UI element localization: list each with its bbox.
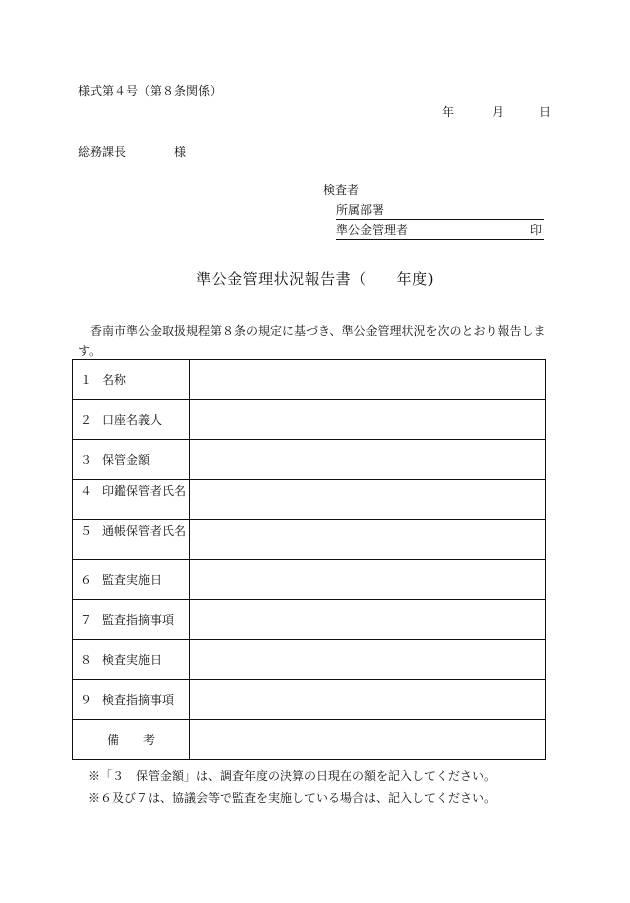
remarks-value-cell[interactable]	[190, 720, 546, 760]
report-table	[72, 359, 546, 760]
table-row	[73, 600, 546, 640]
table-row	[73, 360, 546, 400]
table-row	[73, 400, 546, 440]
table-row	[73, 520, 546, 560]
addressee-line	[78, 143, 186, 160]
row-value-cell[interactable]	[190, 600, 546, 640]
honorific: 様	[174, 145, 187, 159]
manager-label: 準公金管理者	[336, 223, 409, 237]
row-value-cell[interactable]	[190, 480, 546, 520]
row-number: ７	[80, 612, 93, 627]
department-label: 所属部署	[336, 203, 385, 217]
remarks-label: 備 考	[73, 720, 190, 760]
row-label	[73, 680, 190, 720]
note-2: ※６及び７は、協議会等で監査を実施している場合は、記入してください。	[88, 791, 497, 805]
table-row	[73, 680, 546, 720]
body-text: 香南市準公金取扱規程第８条の規定に基づき、準公金管理状況を次のとおり報告します。	[78, 324, 546, 358]
addressee: 総務課長	[78, 145, 127, 159]
seal-mark: 印	[529, 223, 542, 237]
row-value-cell[interactable]	[190, 440, 546, 480]
row-label	[73, 520, 190, 560]
row-label-text: 保管金額	[102, 452, 151, 467]
table-row	[73, 440, 546, 480]
table-row	[73, 480, 546, 520]
manager-field[interactable]	[336, 221, 544, 240]
row-label-text: 口座名義人	[102, 412, 163, 427]
table-row	[73, 720, 546, 760]
row-number: ２	[80, 412, 93, 427]
row-number: ８	[80, 652, 93, 667]
department-field[interactable]	[336, 201, 544, 220]
table-row	[73, 560, 546, 600]
row-label	[73, 360, 190, 400]
date-day-label: 日	[539, 105, 552, 119]
row-label-text: 検査指摘事項	[102, 692, 175, 707]
row-value-cell[interactable]	[190, 520, 546, 560]
row-number: ５	[80, 524, 93, 538]
inspector-label: 検査者	[323, 183, 360, 197]
row-number: ３	[80, 452, 93, 467]
row-label-text: 印鑑保管者氏名	[102, 484, 187, 498]
row-label	[73, 440, 190, 480]
date-month-label: 月	[492, 105, 505, 119]
row-label	[73, 640, 190, 680]
row-label-text: 通帳保管者氏名	[102, 524, 187, 538]
row-label-text: 監査指摘事項	[102, 612, 175, 627]
row-value-cell[interactable]	[190, 360, 546, 400]
form-number: 様式第４号（第８条関係）	[78, 84, 223, 98]
row-label-text: 監査実施日	[102, 572, 163, 587]
row-value-cell[interactable]	[190, 400, 546, 440]
title-suffix: 年度)	[396, 270, 434, 288]
row-number: ６	[80, 572, 93, 587]
row-number: １	[80, 372, 93, 387]
table-row	[73, 640, 546, 680]
row-number: ９	[80, 692, 93, 707]
row-label	[73, 560, 190, 600]
row-label	[73, 480, 190, 520]
row-number: ４	[80, 484, 93, 498]
row-value-cell[interactable]	[190, 640, 546, 680]
row-value-cell[interactable]	[190, 680, 546, 720]
note-1: ※「３ 保管金額」は、調査年度の決算の日現在の額を記入してください。	[88, 769, 497, 783]
document-title	[0, 268, 630, 289]
row-label	[73, 400, 190, 440]
row-value-cell[interactable]	[190, 560, 546, 600]
row-label-text: 名称	[102, 372, 127, 387]
date-year-label: 年	[442, 105, 455, 119]
row-label	[73, 600, 190, 640]
row-label-text: 検査実施日	[102, 652, 163, 667]
title-main: 準公金管理状況報告書（	[196, 270, 367, 288]
